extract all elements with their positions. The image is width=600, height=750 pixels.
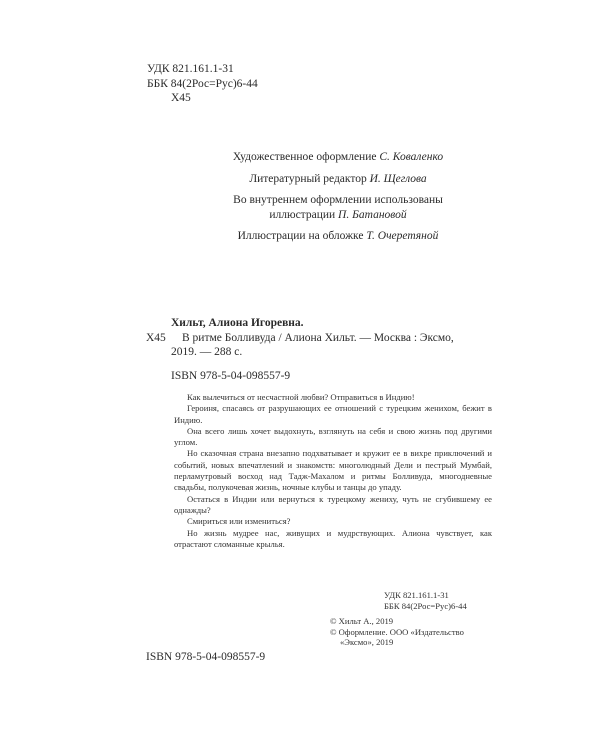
record-description: В ритме Болливуда / Алиона Хильт. — Москва : Эксмо, xyxy=(182,331,454,344)
annotation-paragraph: Смириться или измениться? xyxy=(187,516,291,527)
bbk-code: ББК 84(2Рос=Рус)6-44 xyxy=(147,77,258,90)
designer-name: С. Коваленко xyxy=(379,151,444,163)
copyright-design: © Оформление. ООО «Издательство xyxy=(330,626,464,637)
copyright-design-cont: «Эксмо», 2019 xyxy=(340,637,394,648)
isbn-bottom: ISBN 978-5-04-098557-9 xyxy=(146,651,266,663)
record-author: Хильт, Алиона Игоревна. xyxy=(171,317,304,329)
classification-codes xyxy=(147,62,258,106)
editor-name: И. Щеглова xyxy=(369,172,427,185)
illustrator-name: П. Батановой xyxy=(338,208,407,221)
record-sign: Х45 xyxy=(146,331,166,344)
annotation-paragraph: Она всего лишь хочет выдохнуть, взглянуть на себя и свою жизнь под другими углом. xyxy=(174,425,492,448)
cover-illustrator-name: Т. Очеретяной xyxy=(366,230,439,242)
credit-editor: Литературный редактор И. Щеглова xyxy=(249,172,427,185)
credit-inner-illustrations-cont: иллюстрации П. Батановой xyxy=(269,208,407,221)
bibliographic-record xyxy=(146,316,486,383)
bbk-code-bottom: ББК 84(2Рос=Рус)6-44 xyxy=(384,601,467,611)
credit-design: Художественное оформление С. Коваленко xyxy=(232,151,444,163)
author-sign: Х45 xyxy=(171,92,191,104)
credits-block xyxy=(188,150,488,244)
copyright-author: © Хильт А., 2019 xyxy=(330,616,394,626)
udk-code-bottom: УДК 821.161.1-31 xyxy=(384,590,449,600)
annotation-paragraph: Остаться в Индии или вернуться к турецкому жениху, чуть не сгубившему ее однажды? xyxy=(174,493,492,515)
record-description-cont: 2019. — 288 с. xyxy=(171,346,243,358)
annotation-paragraph: Героиня, спасаясь от разрушающих ее отношений с турецким женихом, бежит в Индию. xyxy=(174,403,492,425)
annotation-paragraph: Как вылечиться от несчастной любви? Отправиться в Индию! xyxy=(187,392,415,402)
annotation-paragraph: Но сказочная страна внезапно подхватывает и кружит ее в вихре приключений и событий, новых впечатлений и знакомств: многолюдный Дели и пестрый Мумбай, перламутровый восход над Тадж-Махалом и ритмы Болливуда, многодневные свадьбы, полукочевая жизнь, ночные клубы и танцы до упаду. xyxy=(174,448,492,493)
udk-code: УДК 821.161.1-31 xyxy=(147,63,234,75)
annotation xyxy=(174,392,492,550)
annotation-paragraph: Но жизнь мудрее нас, живущих и мудрствующих. Алиона чувствует, как отрастают сломанные крылья. xyxy=(174,527,492,549)
annotation-codes xyxy=(384,590,467,612)
copyright-block xyxy=(330,616,464,648)
record-isbn: ISBN 978-5-04-098557-9 xyxy=(171,369,291,382)
credit-cover: Иллюстрации на обложке Т. Очеретяной xyxy=(237,230,439,242)
credit-inner-illustrations: Во внутреннем оформлении использованы xyxy=(233,194,443,206)
